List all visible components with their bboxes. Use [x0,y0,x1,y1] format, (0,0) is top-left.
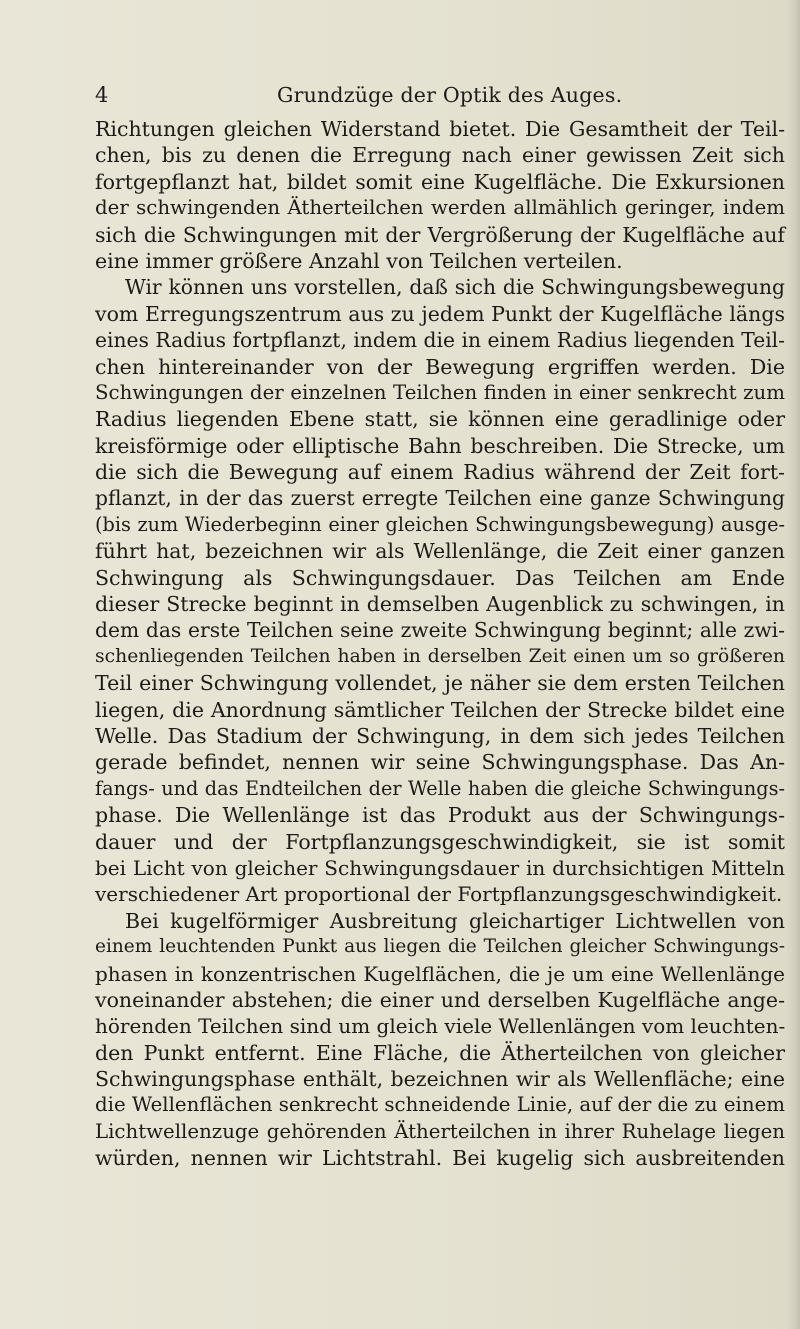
text-line: Schwingungen der einzelnen Teilchen finden in einer senkrecht zum [95,380,785,404]
text-line: sich die Schwingungen mit der Vergrößerung der Kugelfläche auf [95,222,785,247]
text-line: Teil einer Schwingung vollendet, je näher sie dem ersten Teilchen [95,671,785,696]
text-line: fortgepflanzt hat, bildet somit eine Kugelfläche. Die Exkursionen [95,169,785,194]
text-line: die sich die Bewegung auf einem Radius während der Zeit fort- [95,460,785,485]
text-line: Wir können uns vorstellen, daß sich die Schwingungsbewegung [125,275,785,300]
text-line: verschiedener Art proportional der Fortpflanzungsgeschwindigkeit. [95,882,783,907]
text-line: führt hat, bezeichnen wir als Wellenlänge, die Zeit einer ganzen [95,539,785,564]
text-line: fangs- und das Endteilchen der Welle haben die gleiche Schwingungs- [95,776,785,800]
text-line: würden, nennen wir Lichtstrahl. Bei kugelig sich ausbreitenden [95,1146,785,1171]
text-line: phase. Die Wellenlänge ist das Produkt aus der Schwingungs- [95,803,785,828]
text-line: einem leuchtenden Punkt aus liegen die Teilchen gleicher Schwingungs- [95,936,785,958]
text-line: eine immer größere Anzahl von Teilchen verteilen. [95,248,623,273]
text-line: dieser Strecke beginnt in demselben Augenblick zu schwingen, in [95,592,785,617]
text-line: Bei kugelförmiger Ausbreitung gleichartiger Lichtwellen von [125,908,785,933]
text-line: schenliegenden Teilchen haben in derselben Zeit einen um so größeren [95,645,785,667]
body-text [95,116,785,1172]
text-line: Schwingung als Schwingungsdauer. Das Teilchen am Ende [95,565,785,590]
running-title: Grundzüge der Optik des Auges. [277,83,623,107]
text-line: Schwingungsphase enthält, bezeichnen wir als Wellenfläche; eine [95,1067,785,1092]
text-line: phasen in konzentrischen Kugelflächen, die je um eine Wellenlänge [95,961,785,986]
text-line: eines Radius fortpflanzt, indem die in einem Radius liegenden Teil- [95,328,785,353]
text-line: liegen, die Anordnung sämtlicher Teilchen der Strecke bildet eine [95,697,785,722]
text-line: Welle. Das Stadium der Schwingung, in dem sich jedes Teilchen [95,723,785,748]
text-line: den Punkt entfernt. Eine Fläche, die Ätherteilchen von gleicher [95,1040,785,1065]
text-line: bei Licht von gleicher Schwingungsdauer in durchsichtigen Mitteln [95,855,785,880]
page-number: 4 [95,83,109,107]
text-line: dauer und der Fortpflanzungsgeschwindigkeit, sie ist somit [95,829,785,854]
page-edge-shadow [786,0,800,1329]
text-line: voneinander abstehen; die einer und derselben Kugelfläche ange- [95,987,785,1012]
text-line: chen hintereinander von der Bewegung ergriffen werden. Die [95,354,785,379]
page-header [0,80,800,110]
text-line: pflanzt, in der das zuerst erregte Teilchen eine ganze Schwingung [95,486,785,511]
text-line: chen, bis zu denen die Erregung nach einer gewissen Zeit sich [95,143,785,168]
text-line: die Wellenflächen senkrecht schneidende Linie, auf der die zu einem [95,1093,786,1117]
text-line: dem das erste Teilchen seine zweite Schwingung beginnt; alle zwi- [95,618,785,643]
text-line: hörenden Teilchen sind um gleich viele Wellenlängen vom leuchten- [95,1014,786,1039]
text-line: der schwingenden Ätherteilchen werden allmählich geringer, indem [95,196,785,220]
text-line: Radius liegenden Ebene statt, sie können eine geradlinige oder [95,407,785,432]
text-line: Richtungen gleichen Widerstand bietet. Die Gesamtheit der Teil- [95,117,785,141]
text-line: kreisförmige oder elliptische Bahn beschreiben. Die Strecke, um [95,433,785,458]
text-line: (bis zum Wiederbeginn einer gleichen Schwingungsbewegung) ausge- [95,512,785,536]
text-line: gerade befindet, nennen wir seine Schwingungsphase. Das An- [95,750,785,775]
text-line: Lichtwellenzuge gehörenden Ätherteilchen in ihrer Ruhelage liegen [95,1119,785,1143]
text-line: vom Erregungszentrum aus zu jedem Punkt der Kugelfläche längs [95,301,785,326]
